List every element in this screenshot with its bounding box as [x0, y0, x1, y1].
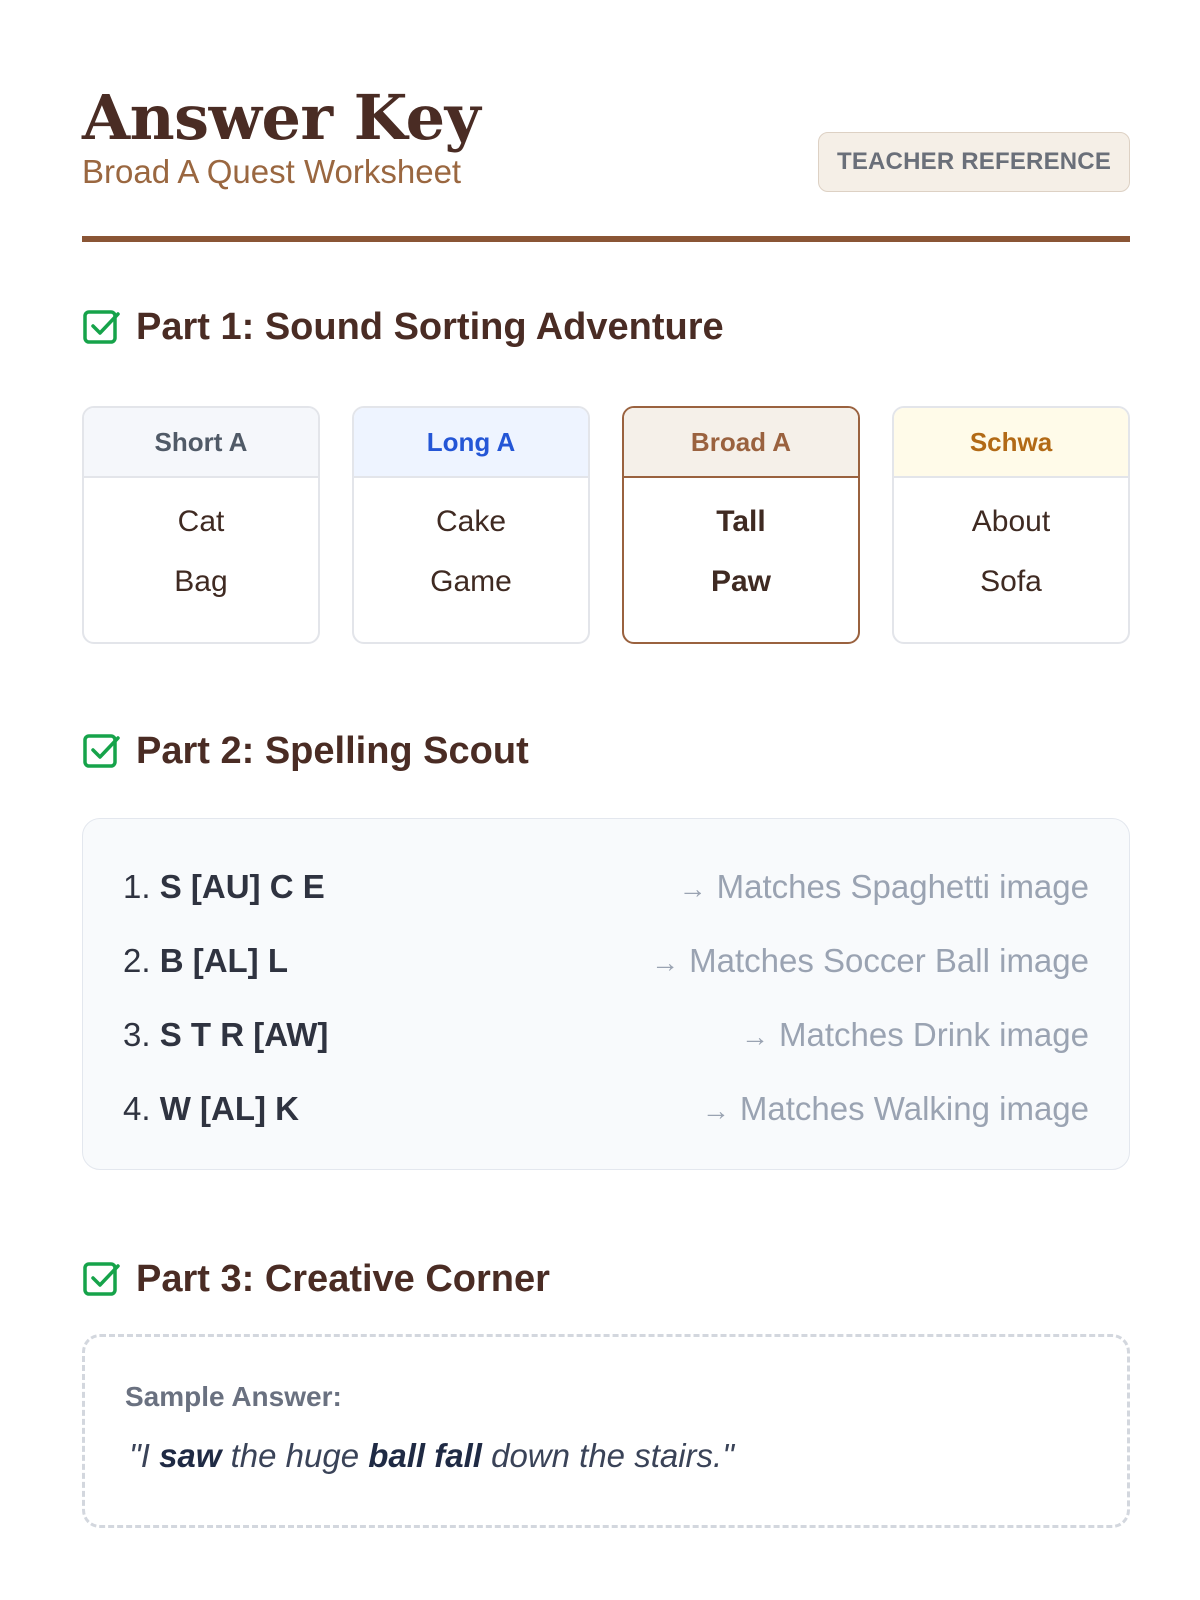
card-short-a — [82, 406, 320, 644]
card-broad-a — [622, 406, 860, 644]
card-body — [894, 478, 1128, 624]
spelling-answer: 3. S T R [AW] — [123, 1016, 329, 1053]
card-schwa — [892, 406, 1130, 644]
sample-answer-sentence: "I saw the huge ball fall down the stairs." — [129, 1437, 734, 1474]
page-title: Answer Key — [82, 81, 481, 154]
spelling-answers-list — [82, 818, 1130, 1170]
card-body — [84, 478, 318, 624]
list-item — [123, 1087, 1089, 1131]
card-word: Cat — [177, 505, 225, 538]
checkbox-check-icon — [82, 307, 122, 347]
image-match: → Matches Walking image — [701, 1090, 1089, 1127]
part2-heading — [82, 728, 529, 774]
header — [82, 82, 1130, 242]
sample-answer-box — [82, 1334, 1130, 1528]
card-header: Long A — [354, 408, 588, 478]
page-subtitle: Broad A Quest Worksheet — [82, 153, 462, 190]
arrow-right-icon: → — [678, 873, 707, 904]
part2-title: Part 2: Spelling Scout — [136, 730, 529, 772]
card-header: Broad A — [624, 408, 858, 478]
list-item — [123, 939, 1089, 983]
arrow-right-icon: → — [741, 1021, 770, 1052]
arrow-right-icon: → — [701, 1095, 730, 1126]
list-item — [123, 865, 1089, 909]
card-word: Cake — [435, 505, 507, 538]
header-divider — [82, 236, 1130, 242]
part3-heading — [82, 1256, 550, 1302]
part1-heading — [82, 304, 724, 350]
card-long-a — [352, 406, 590, 644]
card-header: Schwa — [894, 408, 1128, 478]
image-match: → Matches Soccer Ball image — [651, 942, 1089, 979]
card-body — [354, 478, 588, 624]
image-match: → Matches Drink image — [741, 1016, 1089, 1053]
sample-answer-label: Sample Answer: — [125, 1381, 342, 1412]
card-body — [624, 478, 858, 624]
card-word: Tall — [716, 505, 766, 538]
list-item — [123, 1013, 1089, 1057]
image-match: → Matches Spaghetti image — [678, 868, 1089, 905]
card-header: Short A — [84, 408, 318, 478]
teacher-reference-badge: TEACHER REFERENCE — [818, 132, 1130, 192]
card-word: Game — [430, 565, 512, 598]
card-word: Sofa — [980, 565, 1042, 598]
spelling-answer: 1. S [AU] C E — [123, 868, 325, 905]
checkbox-check-icon — [82, 1259, 122, 1299]
card-word: Bag — [174, 565, 228, 598]
card-word: Paw — [710, 565, 772, 598]
spelling-answer: 4. W [AL] K — [123, 1090, 299, 1127]
arrow-right-icon: → — [651, 947, 680, 978]
card-word: About — [971, 505, 1051, 538]
sound-sort-cards — [82, 406, 1130, 644]
spelling-answer: 2. B [AL] L — [123, 942, 288, 979]
checkbox-check-icon — [82, 731, 122, 771]
part3-title: Part 3: Creative Corner — [136, 1258, 550, 1300]
part1-title: Part 1: Sound Sorting Adventure — [136, 306, 724, 348]
